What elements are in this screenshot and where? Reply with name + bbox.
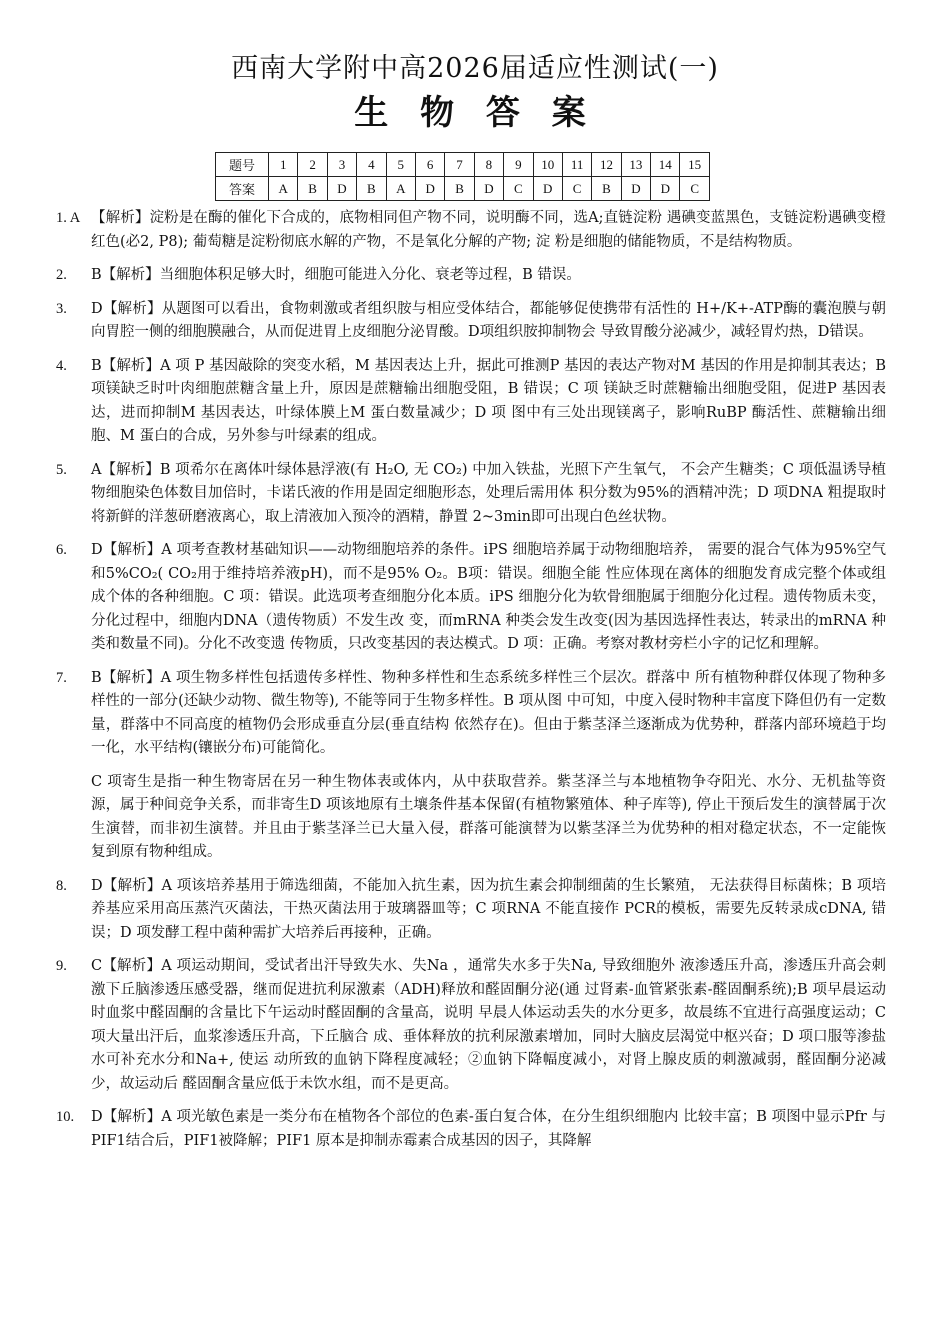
question-number-cell: 8: [474, 153, 503, 177]
page-title: 西南大学附中高2026届适应性测试(一): [231, 53, 719, 84]
item-paragraph: B【解析】当细胞体积足够大时，细胞可能进入分化、衰老等过程，B 错误。: [91, 267, 581, 283]
item-paragraph: C【解析】A 项运动期间，受试者出汗导致失水、失Na ，通常失水多于失Na, 导致细胞外 液渗透压升高，渗透压升高会刺激下丘脑渗透压感受器，继而促进抗利尿激素（ADH)释放和醛固酮分泌(通 过肾素-血管紧张素-醛固酮系统);B 项早晨运动时血浆中醛固酮的含量比下午运动时醛固酮的含量高，说明 早晨人体运动丢失的水分更多，故晨练不宜进行高强度运动；C 项大量出汗后，血浆渗透压升高，下丘脑合 成、垂体释放的抗利尿激素增加，同时大脑皮层渴觉中枢兴奋；D 项口服等渗盐水可补充水分和Na+, 使运 动所致的血钠下降程度减轻；②血钠下降幅度减小，对肾上腺皮质的刺激减弱，醛固酮分泌减少，故运动后 醛固酮含量应低于未饮水组，而不是更高。: [91, 958, 886, 1092]
question-number-cell: 4: [357, 153, 386, 177]
page-subtitle: 生 物 答 案: [354, 93, 596, 133]
item-paragraph: B【解析】A 项生物多样性包括遗传多样性、物种多样性和生态系统多样性三个层次。群落中 所有植物种群仅体现了物种多样性的一部分(还缺少动物、微生物等), 不能等同于生物多样性。B 项从图 中可知，中度入侵时物种丰富度下降但仍有一定数量，群落中不同高度的植物仍会形成垂直分层(垂直结构 依然存在)。但由于紫茎泽兰逐渐成为优势种，群落内部环境趋于均一化，水平结构(镶嵌分布)可能简化。: [91, 669, 886, 756]
answer-cell: C: [680, 177, 709, 201]
answer-cell: B: [357, 177, 386, 201]
item-text: [91, 875, 886, 946]
item-text: [91, 1106, 886, 1153]
item-number: 4.: [56, 357, 67, 374]
question-number-cell: 14: [651, 153, 680, 177]
item-text: [91, 459, 886, 530]
number-row-label: 题号: [216, 153, 269, 177]
answer-cell: D: [415, 177, 444, 201]
question-number-cell: 10: [533, 153, 562, 177]
answer-table-answer-row: [216, 177, 710, 201]
explanation-item: [56, 875, 886, 946]
answer-cell: B: [445, 177, 474, 201]
answer-cell: D: [621, 177, 650, 201]
item-number: 8.: [56, 877, 67, 894]
question-number-cell: 9: [504, 153, 533, 177]
answer-table: [215, 152, 710, 201]
item-number: 5.: [56, 461, 67, 478]
item-paragraph: A【解析】B 项希尔在离体叶绿体悬浮液(有 H₂O, 无 CO₂) 中加入铁盐，光照下产生氧气， 不会产生糖类；C 项低温诱导植物细胞染色体数目加倍时，卡诺氏液的作用是固定细胞形态，处理后需用体 积分数为95%的酒精冲洗；D 项DNA 粗提取时将新鲜的洋葱研磨液离心，取上清液加入预冷的酒精，静置 2~3min即可出现白色丝状物。: [91, 461, 886, 525]
item-text: [91, 298, 886, 345]
question-number-cell: 3: [327, 153, 356, 177]
item-number: 1. A: [56, 210, 81, 226]
answer-cell: D: [327, 177, 356, 201]
answer-cell: B: [592, 177, 621, 201]
question-number-cell: 11: [562, 153, 591, 177]
question-number-cell: 7: [445, 153, 474, 177]
item-text: [91, 667, 886, 865]
item-paragraph: D【解析】A 项考查教材基础知识——动物细胞培养的条件。iPS 细胞培养属于动物细胞培养， 需要的混合气体为95%空气和5%CO₂( CO₂用于维持培养液pH)，而不是95% O₂。B项：错误。细胞全能 性应体现在离体的细胞发育成完整个体或组成个体的各种细胞。C 项：错误。此选项考查细胞分化本质。iPS 细胞分化为软骨细胞属于细胞分化过程。遗传物质未变，分化过程中，细胞内DNA（遗传物质）不发生改 变，而mRNA 种类会发生改变(因为基因选择性表达，转录出的mRNA 种类和数量不同)。分化不改变遗 传物质，只改变基因的表达模式。D 项：正确。考察对教材旁栏小字的记忆和理解。: [91, 542, 886, 652]
explanation-item: [56, 355, 886, 449]
explanation-item: [56, 459, 886, 530]
answer-cell: D: [651, 177, 680, 201]
explanation-item: [56, 1106, 886, 1153]
answer-cell: C: [562, 177, 591, 201]
item-text: [91, 355, 886, 449]
question-number-cell: 12: [592, 153, 621, 177]
item-paragraph: 【解析】淀粉是在酶的催化下合成的，底物相同但产物不同，说明酶不同，选A;直链淀粉 遇碘变蓝黑色，支链淀粉遇碘变橙红色(必2, P8); 葡萄糖是淀粉彻底水解的产物，不是氧化分解的产物; 淀 粉是细胞的储能物质，不是结构物质。: [91, 210, 886, 250]
item-text: [91, 955, 886, 1096]
item-number: 6.: [56, 542, 67, 558]
question-number-cell: 13: [621, 153, 650, 177]
explanation-item: [56, 539, 886, 657]
item-text: [91, 539, 886, 657]
question-number-cell: 1: [269, 153, 298, 177]
item-paragraph: D【解析】从题图可以看出，食物刺激或者组织胺与相应受体结合，都能够促使携带有活性的 H+/K+-ATP酶的囊泡膜与朝向胃腔一侧的细胞膜融合，从而促进胃上皮细胞分泌胃酸。D项组织胺抑制物会 导致胃酸分泌减少，减轻胃灼热，D错误。: [91, 300, 886, 340]
item-paragraph: C 项寄生是指一种生物寄居在另一种生物体表或体内，从中获取营养。紫茎泽兰与本地植物争夺阳光、水分、无机盐等资源，属于种间竞争关系，而非寄生D 项该地原有土壤条件基本保留(有植物繁殖体、种子库等), 停止干预后发生的演替属于次生演替，而非初生演替。并且由于紫茎泽兰已大量入侵，群落可能演替为以紫茎泽兰为优势种的相对稳定状态，不一定能恢复到原有物种组成。: [91, 773, 886, 860]
answer-cell: A: [269, 177, 298, 201]
answer-cell: C: [504, 177, 533, 201]
explanation-item: [56, 667, 886, 865]
question-number-cell: 5: [386, 153, 415, 177]
item-paragraph: D【解析】A 项该培养基用于筛选细菌，不能加入抗生素，因为抗生素会抑制细菌的生长繁殖， 无法获得目标菌株；B 项培养基应采用高压蒸汽灭菌法，干热灭菌法用于玻璃器皿等；C 项RNA 不能直接作 PCR的模板，需要先反转录成cDNA, 错误；D 项发酵工程中菌种需扩大培养后再接种，正确。: [91, 877, 886, 941]
answer-row-label: 答案: [216, 177, 269, 201]
item-text: [91, 264, 886, 288]
item-paragraph: D【解析】A 项光敏色素是一类分布在植物各个部位的色素-蛋白复合体，在分生组织细胞内 比较丰富；B 项图中显示Pfr 与PIF1结合后，PIF1被降解；PIF1 原本是抑制赤霉素合成基因的因子，其降解: [91, 1109, 886, 1149]
item-text: [91, 207, 886, 254]
item-number: 3.: [56, 300, 67, 317]
item-paragraph: B【解析】A 项 P 基因敲除的突变水稻，M 基因表达上升，据此可推测P 基因的表达产物对M 基因的作用是抑制其表达；B 项镁缺乏时叶肉细胞蔗糖含量上升，原因是蔗糖输出细胞受阻，B 错误；C 项 镁缺乏时蔗糖输出细胞受阻，促进P 基因表达，进而抑制M 基因表达，叶绿体膜上M 蛋白数量减少；D 项 图中有三处出现镁离子，影响RuBP 酶活性、蔗糖输出细胞、M 蛋白的合成，另外参与叶绿素的组成。: [91, 357, 886, 444]
answer-cell: B: [298, 177, 327, 201]
item-number: 9.: [56, 958, 67, 974]
question-number-cell: 15: [680, 153, 709, 177]
explanation-item: [56, 264, 886, 288]
answer-cell: A: [386, 177, 415, 201]
question-number-cell: 6: [415, 153, 444, 177]
item-number: 7.: [56, 669, 67, 686]
item-number: 2.: [56, 267, 67, 283]
answer-table-number-row: [216, 153, 710, 177]
item-number: 10.: [56, 1109, 75, 1125]
answer-cell: D: [474, 177, 503, 201]
explanation-item: [56, 298, 886, 345]
question-number-cell: 2: [298, 153, 327, 177]
explanation-item: [56, 207, 886, 254]
explanation-item: [56, 955, 886, 1096]
answer-cell: D: [533, 177, 562, 201]
explanation-list: [56, 207, 886, 1163]
